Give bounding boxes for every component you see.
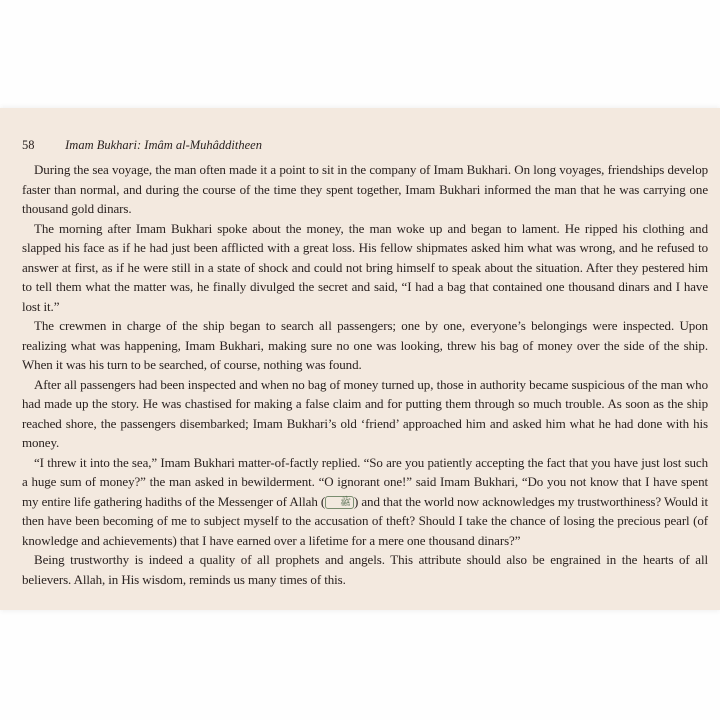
paragraph-2: The morning after Imam Bukhari spoke about the money, the man woke up and began to lament. He ripped his clothing and slapped his face as if he had just been afflicted with a great loss. His fellow shipmates asked him what was wrong, and he refused to answer at first, as if he were still in a state of shock and could not bring himself to speak about the situation. After they pestered him to tell them what the matter was, he finally divulged the secret and said, “I had a bag that contained one thousand dinars and I have lost it.” — [22, 220, 708, 314]
paragraph-5-text-a: “I threw it into the sea,” Imam Bukhari matter-of-factly replied. “So are you patiently accepting the fact that you have just lost such a huge sum of money?” the man asked in bewilderment. “O ignorant one!” said Imam Bukhari, “Do you not know that I have spent my entire life gathering hadiths of the Messenger of Allah ( — [22, 454, 708, 509]
paragraph-5 — [22, 453, 708, 551]
page-body — [22, 160, 708, 589]
paragraph-6: Being trustworthy is indeed a quality of all prophets and angels. This attribute should also be engrained in the hearts of all believers. Allah, in His wisdom, reminds us many times of this. — [22, 552, 708, 587]
page-number: 58 — [22, 138, 35, 152]
book-page — [0, 108, 720, 610]
page-header — [22, 138, 262, 153]
salawat-icon: ﷺ — [325, 496, 354, 509]
running-title: Imam Bukhari: Imâm al-Muhâdditheen — [65, 138, 262, 152]
paragraph-3: The crewmen in charge of the ship began to search all passengers; one by one, everyone’s belongings were inspected. Upon realizing what was happening, Imam Bukhari, making sure no one was looking, threw his bag of money over the side of the ship. When it was his turn to be searched, of course, nothing was found. — [22, 318, 708, 372]
paragraph-5-text-b: ) and that the world now acknowledges my trustworthiness? Would it then have been becoming of me to subject myself to the accusation of theft? Should I take the chance of losing the precious pearl (of knowledge and achievements) that I have earned over a lifetime for a mere one thousand dinars?” — [22, 493, 708, 548]
paragraph-1: During the sea voyage, the man often made it a point to sit in the company of Imam Bukhari. On long voyages, friendships develop faster than normal, and during the course of the time they spent together, Imam Bukhari informed the man that he was carrying one thousand gold dinars. — [22, 162, 708, 216]
paragraph-4: After all passengers had been inspected and when no bag of money turned up, those in authority became suspicious of the man who had made up the story. He was chastised for making a false claim and for putting them through so much trouble. As soon as the ship reached shore, the passengers disembarked; Imam Bukhari’s old ‘friend’ approached him and asked him what he had done with his money. — [22, 376, 708, 450]
